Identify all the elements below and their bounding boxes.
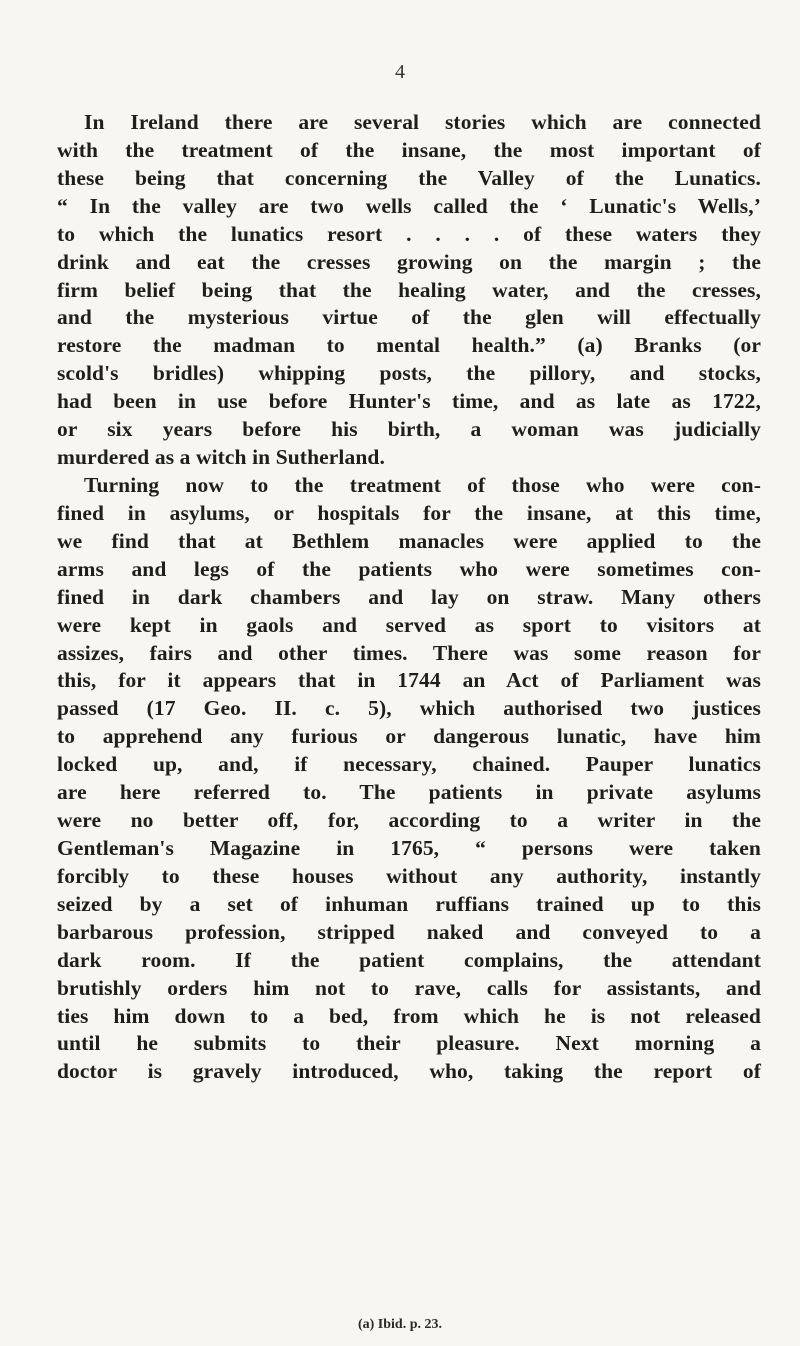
text-line: were kept in gaols and served as sport to visitors at [57,612,761,637]
text-line: this, for it appears that in 1744 an Act of Parliament was [57,668,761,693]
text-line: fined in asylums, or hospitals for the insane, at this time, [57,500,761,525]
text-line: In Ireland there are several stories which are connected [84,110,761,134]
text-line: restore the madman to mental health.” (a) Branks (or [57,333,761,358]
text-line: brutishly orders him not to rave, calls for assistants, and [57,975,761,1000]
footnote: (a) Ibid. p. 23. [357,1317,443,1332]
text-line: scold's bridles) whipping posts, the pillory, and stocks, [57,361,761,386]
text-line: passed (17 Geo. II. c. 5), which authorised two justices [57,696,761,721]
text-line: Gentleman's Magazine in 1765, “ persons were taken [57,835,761,860]
text-line: until he submits to their pleasure. Next morning a [57,1031,761,1056]
text-line: we find that at Bethlem manacles were applied to the [57,528,761,553]
text-line: forcibly to these houses without any authority, instantly [57,863,761,888]
text-line: assizes, fairs and other times. There was some reason for [57,640,761,665]
text-line: to which the lunatics resort . . . . of these waters they [57,221,761,246]
text-line: firm belief being that the healing water, and the cresses, [57,277,761,302]
text-line: doctor is gravely introduced, who, taking the report of [57,1059,761,1084]
text-line: drink and eat the cresses growing on the margin ; the [57,249,761,274]
text-line: seized by a set of inhuman ruffians trained up to this [57,891,761,916]
text-line: dark room. If the patient complains, the attendant [57,947,761,972]
page-number: 4 [395,61,405,83]
text-line: and the mysterious virtue of the glen will effectually [57,305,761,330]
text-line: or six years before his birth, a woman was judicially [57,417,761,442]
text-line: are here referred to. The patients in private asylums [57,780,761,805]
text-line: ties him down to a bed, from which he is not released [57,1003,761,1028]
text-line: barbarous profession, stripped naked and conveyed to a [57,919,761,944]
text-line: murdered as a witch in Sutherland. [57,445,385,470]
text-line: arms and legs of the patients who were sometimes con- [57,556,761,581]
text-line: Turning now to the treatment of those who were con- [84,472,761,497]
text-line: these being that concerning the Valley of the Lunatics. [57,165,761,190]
body-text [57,109,761,1086]
text-line: locked up, and, if necessary, chained. Pauper lunatics [57,752,761,777]
text-line: were no better off, for, according to a writer in the [57,808,761,833]
text-line: fined in dark chambers and lay on straw. Many others [57,584,761,609]
text-line: had been in use before Hunter's time, and as late as 1722, [57,389,761,414]
text-line: with the treatment of the insane, the most important of [57,137,761,162]
text-line: “ In the valley are two wells called the ‘ Lunatic's Wells,’ [57,193,761,218]
text-line: to apprehend any furious or dangerous lunatic, have him [57,724,761,749]
